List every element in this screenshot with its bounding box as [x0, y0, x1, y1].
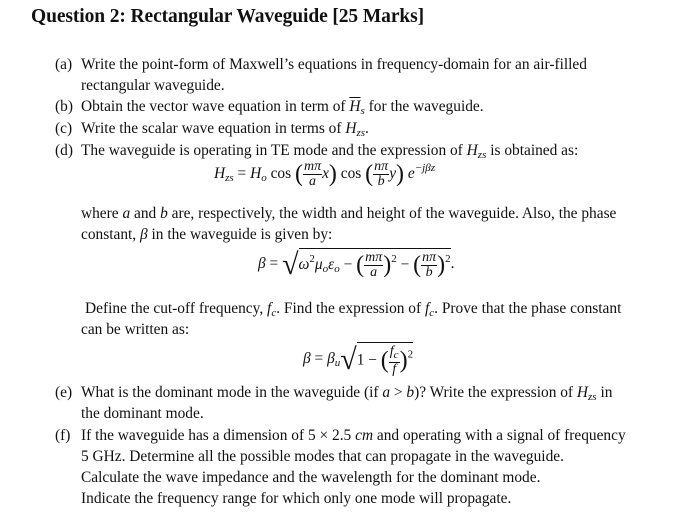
- unit-cm: cm: [355, 427, 374, 444]
- hzs-equation: [214, 160, 435, 189]
- sqrt-symbol: √: [282, 248, 299, 281]
- frac-f: f: [389, 344, 394, 359]
- omega-sq: 2: [309, 253, 315, 266]
- part-d-line4-text: [85, 300, 621, 322]
- square: 2: [407, 348, 414, 361]
- part-e-label: (e): [55, 384, 73, 401]
- cond-a: a: [382, 384, 391, 401]
- mu: μ: [314, 256, 323, 274]
- eq1-var-x: x: [322, 165, 329, 183]
- part-f-pre: If the waveguide has a dimension of 5 × 2.5: [81, 427, 356, 444]
- part-a-label: (a): [55, 56, 73, 73]
- paren-close: ): [437, 252, 446, 279]
- fc-sub: c: [271, 307, 277, 319]
- cond-b: b: [406, 384, 415, 401]
- question-title: Question 2: Rectangular Waveguide [25 Marks]: [31, 6, 424, 27]
- part-a-line1: Write the point-form of Maxwell’s equations in frequency-domain for an air-filled: [81, 56, 587, 73]
- part-b-label: (b): [55, 98, 73, 115]
- fraction-m-pi-over-a: [303, 160, 322, 189]
- part-f-post: and operating with a signal of frequency: [373, 427, 626, 444]
- paren-close: ): [328, 161, 337, 188]
- vector-h-subscript: s: [360, 105, 365, 117]
- paren-open: (: [356, 252, 365, 279]
- part-e-line2: the dominant mode.: [81, 405, 204, 422]
- part-c-text-pre: Write the scalar wave equation in terms of: [81, 120, 346, 137]
- part-e-mid: )? Write the expression of: [414, 384, 577, 401]
- frac-num: nπ: [422, 250, 437, 266]
- var-beta: β: [140, 226, 148, 243]
- fc-symbol-2: f: [424, 300, 430, 317]
- eq1-exp-base: e: [407, 165, 415, 183]
- line2-and: and: [130, 205, 161, 222]
- fraction-m-pi-over-a: [364, 251, 383, 280]
- var-b: b: [160, 205, 168, 222]
- part-f-line1: [81, 427, 626, 445]
- eq2-lhs: β: [258, 255, 266, 272]
- beta-equation: [258, 248, 455, 282]
- paren-close: ): [396, 161, 405, 188]
- beta-cutoff-equation: [303, 342, 413, 377]
- paren-open: (: [380, 347, 389, 374]
- sqrt-symbol: √: [340, 343, 357, 377]
- line3-post: in the waveguide is given by:: [147, 226, 333, 243]
- frac-num: [389, 345, 400, 363]
- eq1-cos-2: cos: [340, 165, 362, 183]
- part-f-label: (f): [55, 427, 71, 444]
- omega: ω: [298, 256, 310, 274]
- part-e-pre: What is the dominant mode in the waveguide (if: [81, 384, 383, 401]
- beta-u: β: [327, 350, 335, 368]
- eq1-lhs-sub: zs: [225, 172, 234, 185]
- frac-num: mπ: [303, 159, 322, 174]
- part-e-line1: [81, 384, 612, 406]
- hzs-symbol: H: [466, 142, 478, 159]
- frac-den: b: [377, 174, 385, 189]
- part-d-label: (d): [55, 142, 73, 159]
- fraction-fc-over-f: [389, 345, 400, 377]
- fc-symbol: f: [267, 300, 272, 317]
- eq1-h: H: [250, 165, 262, 183]
- paren-close: ): [383, 252, 392, 279]
- part-b-text-pre: Obtain the vector wave equation in term of: [81, 98, 350, 115]
- fraction-n-pi-over-b: [373, 160, 389, 189]
- beta-u-sub: u: [334, 357, 341, 370]
- frac-den: a: [309, 174, 317, 189]
- eq1-exponent: −jβz: [414, 162, 435, 175]
- epsilon: ε: [328, 256, 335, 274]
- eq1-lhs: H: [214, 165, 226, 183]
- part-d-line5-text: can be written as:: [81, 321, 190, 338]
- part-d-line3-text: [81, 226, 332, 244]
- line4-post: . Prove that the phase constant: [434, 300, 622, 317]
- paren-open: (: [413, 252, 422, 279]
- part-c-text-post: .: [365, 120, 369, 137]
- line4-mid: . Find the expression of: [276, 300, 425, 317]
- eq3-equals: =: [310, 350, 328, 368]
- line3-pre: constant,: [81, 226, 140, 243]
- frac-num: nπ: [374, 159, 389, 174]
- part-b-text: [81, 98, 484, 120]
- sqrt-body: [357, 342, 413, 377]
- hzs-symbol: H: [345, 120, 357, 137]
- part-d-line2-text: [81, 205, 616, 223]
- part-f-line4: Indicate the frequency range for which only one mode will propagate.: [81, 490, 512, 507]
- eq2-minus-1: −: [339, 256, 357, 274]
- frac-den: b: [425, 265, 433, 281]
- line2-post: are, respectively, the width and height of the waveguide. Also, the phase: [167, 205, 617, 222]
- fc-sub-2: c: [429, 307, 435, 319]
- part-c-text: [81, 120, 369, 142]
- square-1: 2: [391, 253, 397, 266]
- part-c-label: (c): [55, 120, 73, 137]
- frac-num: mπ: [365, 250, 383, 266]
- line2-pre: where: [81, 205, 123, 222]
- part-f-line3: Calculate the wave impedance and the wavelength for the dominant mode.: [81, 469, 541, 486]
- eq2-period: .: [450, 255, 455, 272]
- hzs-symbol: H: [576, 384, 589, 401]
- part-a-line2: rectangular waveguide.: [81, 77, 225, 94]
- frac-den: a: [370, 265, 378, 281]
- var-a: a: [122, 205, 131, 222]
- eq1-h-sub: o: [261, 172, 267, 185]
- sqrt-body: [299, 248, 451, 280]
- eq1-var-y: y: [389, 165, 397, 183]
- eq1-equals: =: [233, 165, 251, 183]
- cond-gt: >: [390, 384, 407, 401]
- square-2: 2: [445, 253, 451, 266]
- part-d-line1-pre: The waveguide is operating in TE mode and the expression of: [81, 142, 467, 159]
- epsilon-sub: o: [334, 263, 340, 276]
- eq3-one-minus: 1 −: [356, 351, 381, 369]
- part-b-text-post: for the waveguide.: [364, 98, 484, 115]
- vector-h-symbol: $\overline{H}$: [349, 98, 361, 115]
- paren-open: (: [365, 161, 374, 188]
- eq2-minus-2: −: [396, 256, 414, 274]
- paren-close: ): [399, 347, 408, 374]
- line4-pre: Define the cut-off frequency,: [85, 300, 268, 317]
- hzs-subscript: zs: [477, 149, 487, 161]
- fraction-n-pi-over-b: [421, 251, 437, 280]
- part-e-post: in: [596, 384, 613, 401]
- mu-sub: o: [322, 263, 329, 276]
- eq2-equals: =: [265, 255, 283, 272]
- frac-den: f: [392, 362, 397, 377]
- paren-open: (: [294, 161, 303, 188]
- eq1-cos-1: cos: [270, 165, 292, 183]
- frac-f-sub: c: [393, 349, 399, 361]
- part-f-line2: 5 GHz. Determine all the possible modes that can propagate in the waveguide.: [81, 448, 564, 465]
- eq3-lhs: β: [303, 350, 311, 368]
- hzs-subscript: zs: [356, 127, 366, 139]
- part-d-line1-post: is obtained as:: [486, 142, 579, 159]
- hzs-subscript: zs: [588, 391, 597, 403]
